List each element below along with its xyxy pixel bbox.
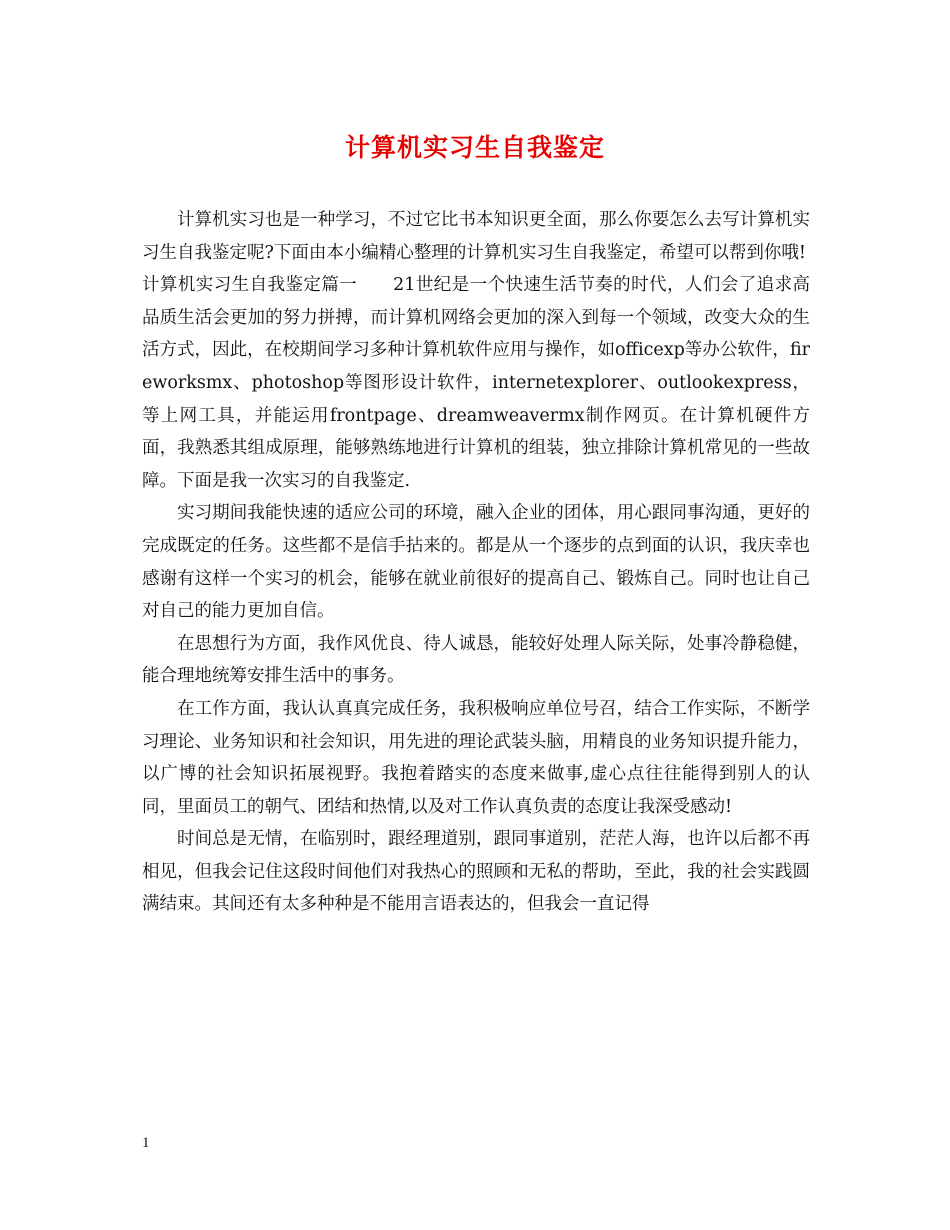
paragraph-internship: 实习期间我能快速的适应公司的环境，融入企业的团体，用心跟同事沟通，更好的完成既定的任务。这些都不是信手拈来的。都是从一个逐步的点到面的认识，我庆幸也感谢有这样一个实习的机会，能够在就业前很好的提高自己、锻炼自己。同时也让自己对自己的能力更加自信。 (142, 503, 810, 622)
paragraph-conduct: 在思想行为方面，我作风优良、待人诚恳，能较好处理人际关际，处事冷静稳健，能合理地统筹安排生活中的事务。 (142, 633, 810, 687)
paragraph-section-one: 计算机实习生自我鉴定篇一 21世纪是一个快速生活节奏的时代，人们会了追求高品质生活会更加的努力拼搏，而计算机网络会更加的深入到每一个领域，改变大众的生活方式，因此，在校期间学习多种计算机软件应用与操作，如officexp等办公软件，fireworksmx、photoshop等图形设计软件，internetexplorer、outlookexpress，等上网工具，并能运用frontpage、dreamweavermx制作网页。在计算机硬件方面，我熟悉其组成原理，能够熟练地进行计算机的组装，独立排除计算机常见的一些故障。下面是我一次实习的自我鉴定. (142, 275, 810, 491)
document-title: 计算机实习生自我鉴定 (344, 133, 605, 162)
paragraph-farewell: 时间总是无情，在临别时，跟经理道别，跟同事道别，茫茫人海，也许以后都不再相见，但我会记住这段时间他们对我热心的照顾和无私的帮助，至此，我的社会实践圆满结束。其间还有太多种种是不能用言语表达的，但我会一直记得 (142, 829, 810, 915)
paragraph-intro: 计算机实习也是一种学习，不过它比书本知识更全面，那么你要怎么去写计算机实习生自我鉴定呢?下面由本小编精心整理的计算机实习生自我鉴定，希望可以帮到你哦! (142, 210, 810, 263)
page-number: 1 (142, 1135, 150, 1151)
document-body (142, 204, 810, 921)
paragraph-work: 在工作方面，我认认真真完成任务，我积极响应单位号召，结合工作实际，不断学习理论、业务知识和社会知识，用先进的理论武装头脑，用精良的业务知识提升能力，以广博的社会知识拓展视野。我抱着踏实的态度来做事,虚心点往往能得到别人的认同，里面员工的朝气、团结和热情,以及对工作认真负责的态度让我深受感动! (142, 698, 810, 817)
